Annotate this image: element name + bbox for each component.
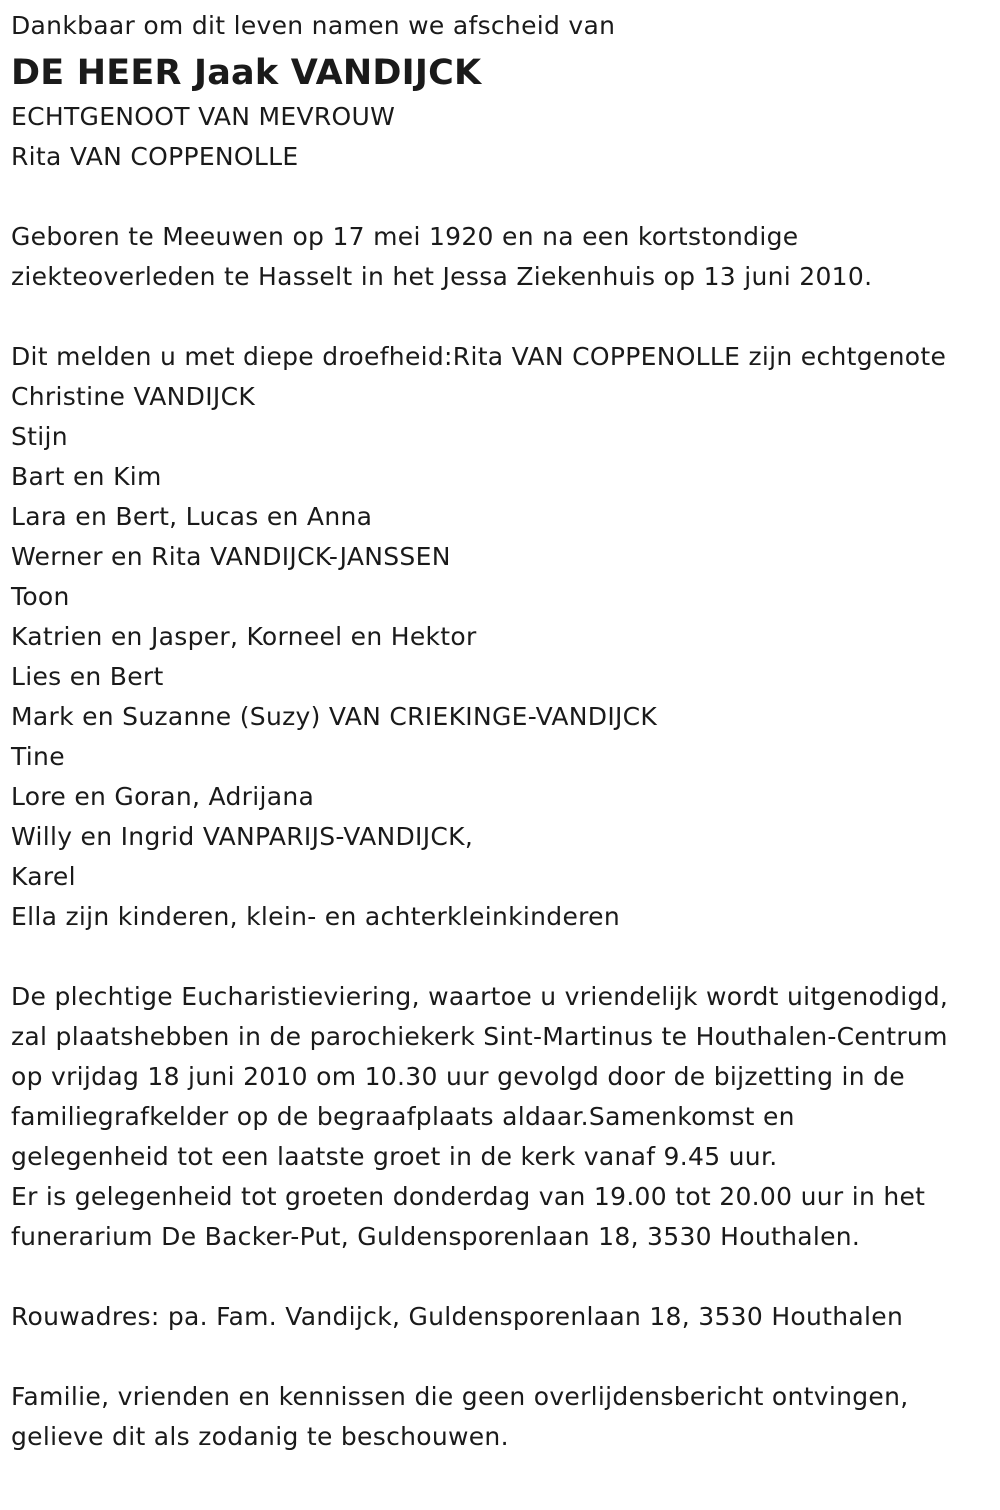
- spouse-line: ECHTGENOOT VAN MEVROUW: [11, 102, 396, 131]
- family-line: Toon: [11, 582, 70, 611]
- ceremony-line: funerarium De Backer-Put, Guldensporenlaan 18, 3530 Houthalen.: [11, 1222, 861, 1251]
- ceremony-line: op vrijdag 18 juni 2010 om 10.30 uur gevolgd door de bijzetting in de: [11, 1062, 905, 1091]
- closing-line: Familie, vrienden en kennissen die geen overlijdensbericht ontvingen,: [11, 1382, 909, 1411]
- closing-line: gelieve dit als zodanig te beschouwen.: [11, 1422, 509, 1451]
- spacer: [11, 177, 1000, 217]
- family-line: Lara en Bert, Lucas en Anna: [11, 502, 373, 531]
- mourning-address: Rouwadres: pa. Fam. Vandijck, Guldensporenlaan 18, 3530 Houthalen: [11, 1302, 904, 1331]
- spacer: [11, 937, 1000, 977]
- family-line: Dit melden u met diepe droefheid:Rita VAN COPPENOLLE zijn echtgenote: [11, 342, 947, 371]
- family-line: Werner en Rita VANDIJCK-JANSSEN: [11, 542, 451, 571]
- ceremony-line: gelegenheid tot een laatste groet in de kerk vanaf 9.45 uur.: [11, 1142, 778, 1171]
- family-line: Katrien en Jasper, Korneel en Hektor: [11, 622, 477, 651]
- family-line: Lies en Bert: [11, 662, 164, 691]
- family-line: Stijn: [11, 422, 68, 451]
- family-line: Christine VANDIJCK: [11, 382, 256, 411]
- spacer: [11, 1337, 1000, 1377]
- spacer: [11, 1257, 1000, 1297]
- ceremony-line: De plechtige Eucharistieviering, waartoe u vriendelijk wordt uitgenodigd,: [11, 982, 949, 1011]
- family-line: Ella zijn kinderen, klein- en achterkleinkinderen: [11, 902, 620, 931]
- family-line: Bart en Kim: [11, 462, 162, 491]
- family-line: Lore en Goran, Adrijana: [11, 782, 315, 811]
- ceremony-line: zal plaatshebben in de parochiekerk Sint-Martinus te Houthalen-Centrum: [11, 1022, 948, 1051]
- family-line: Karel: [11, 862, 76, 891]
- birth-death-line: Geboren te Meeuwen op 17 mei 1920 en na een kortstondige: [11, 222, 799, 251]
- ceremony-line: Er is gelegenheid tot groeten donderdag van 19.00 tot 20.00 uur in het: [11, 1182, 926, 1211]
- ceremony-line: familiegrafkelder op de begraafplaats aldaar.Samenkomst en: [11, 1102, 795, 1131]
- deceased-name: DE HEER Jaak VANDIJCK: [11, 53, 482, 93]
- intro-text: Dankbaar om dit leven namen we afscheid van: [11, 11, 616, 40]
- spouse-line: Rita VAN COPPENOLLE: [11, 142, 299, 171]
- family-line: Willy en Ingrid VANPARIJS-VANDIJCK,: [11, 822, 474, 851]
- spacer: [11, 297, 1000, 337]
- family-line: Mark en Suzanne (Suzy) VAN CRIEKINGE-VANDIJCK: [11, 702, 658, 731]
- birth-death-line: ziekteoverleden te Hasselt in het Jessa Ziekenhuis op 13 juni 2010.: [11, 262, 873, 291]
- family-line: Tine: [11, 742, 65, 771]
